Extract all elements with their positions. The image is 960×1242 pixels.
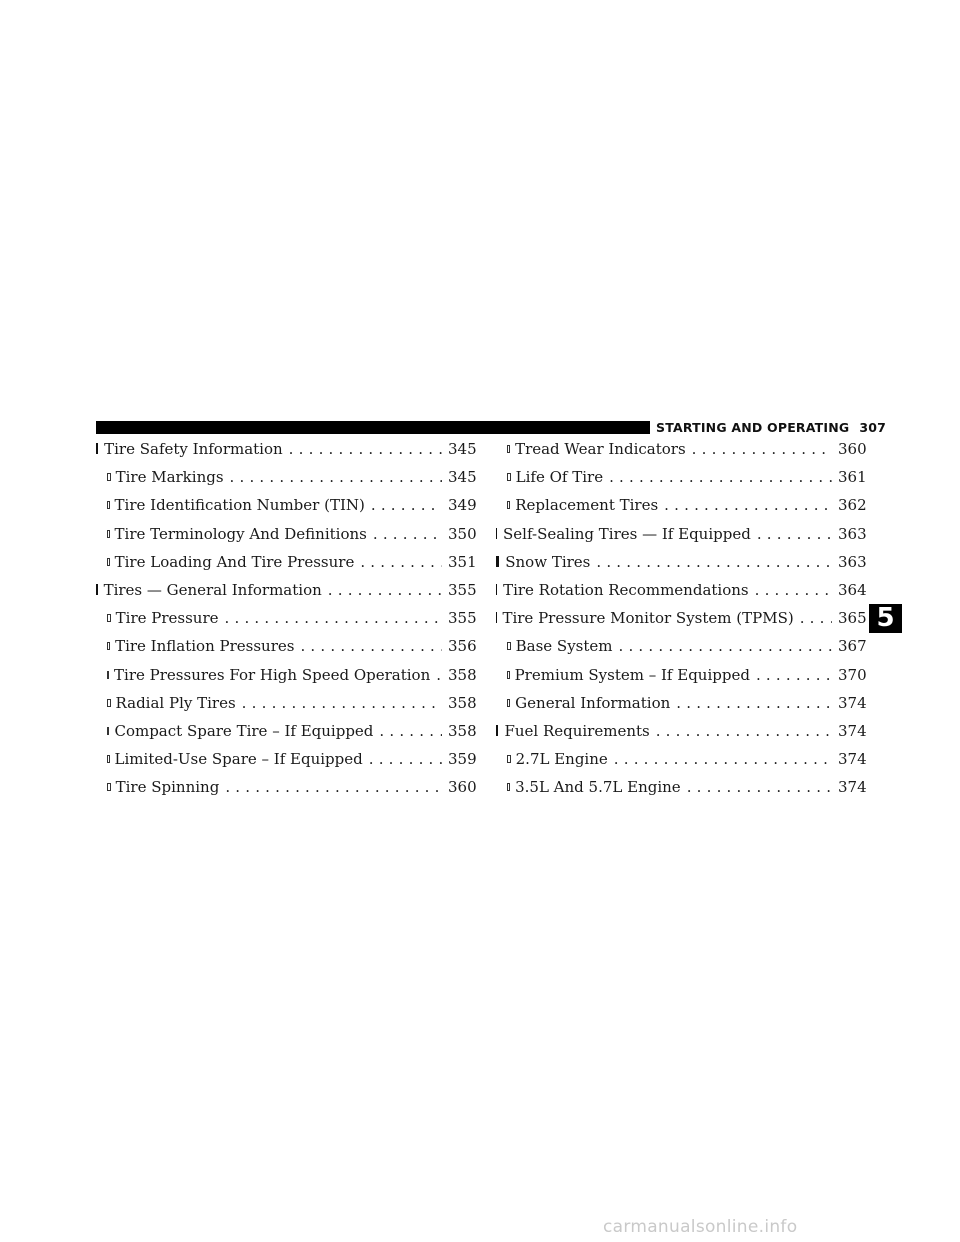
- toc-subentry[interactable]: [496, 750, 867, 778]
- toc-subentry[interactable]: [96, 721, 477, 750]
- page-number: 307: [859, 420, 887, 435]
- dot-leader: [609, 468, 832, 486]
- toc-subentry[interactable]: [496, 496, 867, 524]
- hollow-square-bullet-icon: [107, 699, 111, 707]
- toc-entry-label: Tire Loading And Tire Pressure: [114, 552, 355, 571]
- toc-entry-label: Tire Pressure Monitor System (TPMS): [502, 609, 794, 628]
- filled-square-bullet-icon: [496, 725, 498, 736]
- toc-entry-label: Tires — General Information: [103, 580, 322, 599]
- toc-entry-page: 358: [448, 665, 477, 684]
- filled-square-bullet-icon: [496, 556, 499, 567]
- dot-leader: [300, 637, 442, 655]
- toc-entry-label: Self-Sealing Tires — If Equipped: [503, 524, 751, 543]
- dot-leader: [230, 468, 442, 486]
- toc-subentry[interactable]: [496, 440, 867, 468]
- dot-leader: [369, 750, 442, 768]
- dot-leader: [379, 722, 442, 740]
- hollow-square-bullet-icon: [107, 727, 109, 735]
- dot-leader: [676, 694, 832, 712]
- hollow-square-bullet-icon: [507, 642, 511, 650]
- toc-entry-label: Tire Pressures For High Speed Operation: [114, 665, 431, 684]
- toc-subentry[interactable]: [96, 552, 477, 581]
- toc-subentry[interactable]: [96, 750, 477, 778]
- hollow-square-bullet-icon: [107, 755, 110, 763]
- toc-entry-label: Snow Tires: [505, 552, 591, 571]
- toc-entry-label: Tread Wear Indicators: [515, 440, 686, 458]
- toc-entry-label: Tire Inflation Pressures: [115, 637, 295, 656]
- toc-entry-label: Limited-Use Spare – If Equipped: [114, 750, 363, 769]
- watermark: carmanualsonline.info: [603, 1217, 798, 1237]
- hollow-square-bullet-icon: [107, 473, 111, 481]
- hollow-square-bullet-icon: [107, 614, 111, 622]
- toc-entry[interactable]: [496, 609, 867, 637]
- toc-entry-page: 355: [448, 580, 477, 599]
- toc-entry-page: 365: [838, 609, 867, 628]
- toc-subentry[interactable]: [96, 637, 477, 665]
- hollow-square-bullet-icon: [507, 445, 510, 453]
- toc-right-column: [496, 440, 867, 806]
- dot-leader: [225, 609, 442, 627]
- toc-entry-label: Tire Pressure: [115, 609, 219, 628]
- toc-entry-label: Tire Spinning: [115, 778, 220, 797]
- toc-entry-page: 350: [448, 524, 477, 543]
- toc-entry-label: 2.7L Engine: [515, 750, 608, 769]
- toc-entry-label: Fuel Requirements: [504, 721, 650, 740]
- dot-leader: [687, 778, 832, 796]
- toc-entry-page: 345: [448, 440, 477, 458]
- toc-subentry[interactable]: [96, 693, 477, 722]
- dot-leader: [800, 609, 832, 627]
- toc-entry-label: Tire Markings: [115, 468, 224, 487]
- toc-entry[interactable]: [96, 580, 477, 609]
- toc-left-column: [96, 440, 477, 806]
- filled-square-bullet-icon: [496, 528, 497, 539]
- toc-entry-page: 370: [838, 665, 867, 684]
- toc-subentry[interactable]: [96, 524, 477, 553]
- toc-entry[interactable]: [496, 580, 867, 609]
- dot-leader: [373, 525, 442, 543]
- toc-entry-page: 363: [838, 524, 867, 543]
- toc-entry-page: 374: [838, 693, 867, 712]
- toc-subentry[interactable]: [96, 468, 477, 496]
- toc-entry-label: Tire Identification Number (TIN): [114, 496, 365, 515]
- toc-entry-page: 358: [448, 721, 477, 740]
- toc-entry[interactable]: [496, 524, 867, 553]
- dot-leader: [656, 722, 832, 740]
- section-title: STARTING AND OPERATING: [656, 420, 850, 435]
- toc-entry-label: Premium System – If Equipped: [514, 665, 750, 684]
- toc-entry[interactable]: [496, 721, 867, 750]
- dot-leader: [225, 778, 442, 796]
- toc-entry-label: Radial Ply Tires: [115, 693, 236, 712]
- toc-subentry[interactable]: [496, 637, 867, 665]
- toc-entry-label: Compact Spare Tire – If Equipped: [114, 721, 374, 740]
- toc-entry-page: 358: [448, 693, 477, 712]
- toc-entry-label: 3.5L And 5.7L Engine: [515, 778, 681, 797]
- hollow-square-bullet-icon: [107, 642, 110, 650]
- toc-entry-label: Tire Rotation Recommendations: [503, 580, 749, 599]
- toc-subentry[interactable]: [96, 778, 477, 806]
- dot-leader: [328, 581, 442, 599]
- toc-entry-page: 361: [838, 468, 867, 487]
- filled-square-bullet-icon: [496, 584, 497, 595]
- toc-entry-page: 359: [448, 750, 477, 769]
- dot-leader: [757, 525, 832, 543]
- toc-entry-page: 349: [448, 496, 477, 515]
- hollow-square-bullet-icon: [107, 530, 110, 538]
- toc-entry-page: 364: [838, 580, 867, 599]
- dot-leader: [619, 637, 833, 655]
- dot-leader: [596, 553, 832, 571]
- dot-leader: [614, 750, 832, 768]
- dot-leader: [692, 440, 832, 458]
- filled-square-bullet-icon: [96, 584, 98, 595]
- toc-entry-label: Replacement Tires: [515, 496, 659, 515]
- toc-entry-page: 360: [838, 440, 867, 458]
- toc-subentry[interactable]: [96, 609, 477, 637]
- hollow-square-bullet-icon: [107, 558, 110, 566]
- toc-entry-page: 356: [448, 637, 477, 656]
- toc-entry-label: General Information: [515, 693, 671, 712]
- dot-leader: [242, 694, 442, 712]
- filled-square-bullet-icon: [96, 443, 98, 454]
- dot-leader: [664, 496, 832, 514]
- hollow-square-bullet-icon: [507, 671, 510, 679]
- hollow-square-bullet-icon: [507, 755, 511, 763]
- toc-subentry[interactable]: [496, 693, 867, 722]
- dot-leader: [360, 553, 442, 571]
- hollow-square-bullet-icon: [107, 783, 111, 791]
- toc-entry-page: 345: [448, 468, 477, 487]
- chapter-tab[interactable]: 5: [869, 604, 902, 633]
- hollow-square-bullet-icon: [107, 501, 110, 509]
- toc-subentry[interactable]: [496, 665, 867, 694]
- toc-entry-page: 362: [838, 496, 867, 515]
- toc-entry-label: Tire Terminology And Definitions: [114, 524, 367, 543]
- toc-entry-label: Tire Safety Information: [104, 440, 283, 458]
- toc-entry[interactable]: [96, 440, 477, 468]
- toc-entry-label: Life Of Tire: [515, 468, 604, 487]
- hollow-square-bullet-icon: [507, 699, 510, 707]
- running-header: [650, 419, 892, 437]
- toc-entry-label: Base System: [515, 637, 613, 656]
- hollow-square-bullet-icon: [107, 671, 109, 679]
- toc-entry-page: 360: [448, 778, 477, 797]
- toc-subentry[interactable]: [496, 468, 867, 496]
- dot-leader: [755, 581, 832, 599]
- toc-subentry[interactable]: [496, 778, 867, 806]
- dot-leader: [436, 666, 442, 684]
- toc-subentry[interactable]: [96, 496, 477, 524]
- dot-leader: [289, 440, 442, 458]
- toc-entry[interactable]: [496, 552, 867, 581]
- hollow-square-bullet-icon: [507, 501, 510, 509]
- hollow-square-bullet-icon: [507, 473, 511, 481]
- toc-entry-page: 374: [838, 750, 867, 769]
- toc-entry-page: 367: [838, 637, 867, 656]
- toc-entry-page: 374: [838, 721, 867, 740]
- dot-leader: [756, 666, 832, 684]
- toc-entry-page: 351: [448, 552, 477, 571]
- hollow-square-bullet-icon: [507, 783, 510, 791]
- toc-entry-page: 374: [838, 778, 867, 797]
- toc-subentry[interactable]: [96, 665, 477, 694]
- dot-leader: [371, 496, 442, 514]
- toc-entry-page: 355: [448, 609, 477, 628]
- toc-entry-page: 363: [838, 552, 867, 571]
